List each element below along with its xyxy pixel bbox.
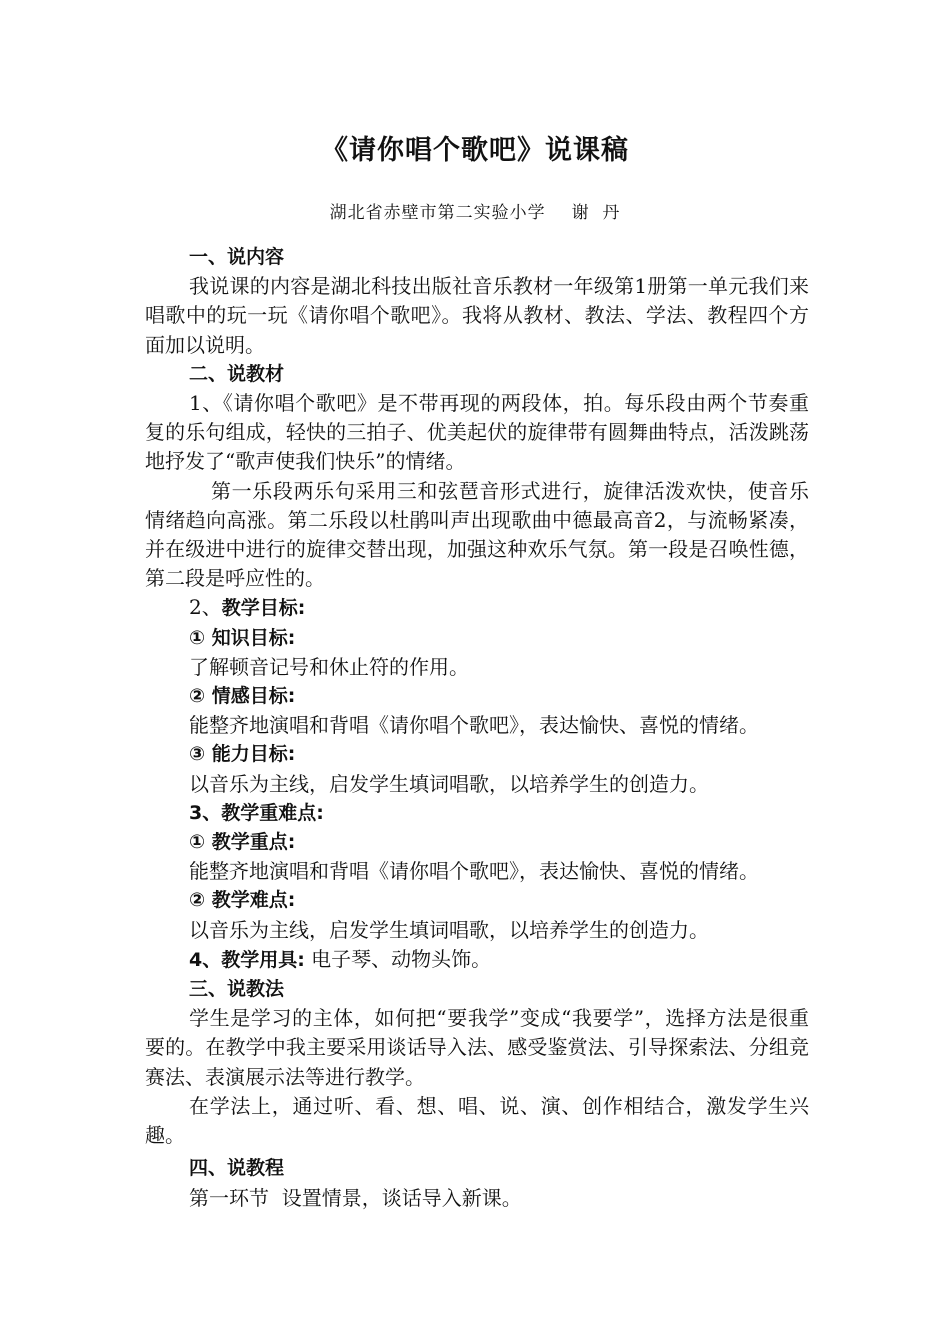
teaching-tools [145,945,809,975]
tools-text: 电子琴、动物头饰。 [304,946,492,971]
knowledge-goal-label: ① 知识目标: [189,626,296,649]
section-heading-method: 三、说教法 [189,978,285,1001]
paragraph-process-1: 第一环节 设置情景，谈话导入新课。 [189,1185,522,1210]
paragraph-material-1: 1、《请你唱个歌吧》是不带再现的两段体，拍。每乐段由两个节奏重复的乐句组成，轻快的三拍子、优美起伏的旋律带有圆舞曲特点，活泼跳荡地抒发了“歌声使我们快乐”的情绪。 [145,391,809,474]
author-school: 湖北省赤壁市第二实验小学 [329,203,546,223]
ability-goal-label: ③ 能力目标: [189,743,296,766]
goals-label: 教学目标: [221,597,306,620]
goals-heading [145,593,809,623]
key-point-text: 能整齐地演唱和背唱《请你唱个歌吧》，表达愉快、喜悦的情绪。 [189,859,759,884]
section-heading-material: 二、说教材 [189,362,285,385]
section-heading-process: 四、说教程 [189,1157,285,1180]
author-line [0,198,950,223]
key-difficult-heading: 3、教学重难点: [189,801,324,824]
tools-label: 4、教学用具: [189,948,305,971]
document-body [145,243,809,1213]
goals-number: 2、 [189,595,222,620]
author-name: 谢 丹 [571,203,621,223]
paragraph-material-2: 第一乐段两乐句采用三和弦琶音形式进行，旋律活泼欢快，使音乐情绪趋向高涨。第二乐段以杜鹃叫声出现歌曲中德最高音2，与流畅紧凑，并在级进中进行的旋律交替出现，加强这种欢乐气氛。第一段是召唤性德，第二段是呼应性的。 [145,478,809,591]
paragraph-method-1: 学生是学习的主体，如何把“要我学”变成“我要学”，选择方法是很重要的。在教学中我主要采用谈话导入法、感受鉴赏法、引导探索法、分组竞赛法、表演展示法等进行教学。 [145,1006,809,1089]
difficult-point-label: ② 教学难点: [189,889,296,912]
emotion-goal-label: ② 情感目标: [189,685,296,708]
knowledge-goal-text: 了解顿音记号和休止符的作用。 [189,654,469,679]
emotion-goal-text: 能整齐地演唱和背唱《请你唱个歌吧》，表达愉快、喜悦的情绪。 [189,713,759,738]
paragraph-method-2: 在学法上，通过听、看、想、唱、说、演、创作相结合，激发学生兴趣。 [145,1093,809,1148]
ability-goal-text: 以音乐为主线，启发学生填词唱歌，以培养学生的创造力。 [189,771,709,796]
document-title: 《请你唱个歌吧》说课稿 [321,135,629,166]
key-point-label: ① 教学重点: [189,831,296,854]
paragraph-content: 我说课的内容是湖北科技出版社音乐教材一年级第1册第一单元我们来唱歌中的玩一玩《请你唱个歌吧》。我将从教材、教法、学法、教程四个方面加以说明。 [145,274,809,357]
difficult-point-text: 以音乐为主线，启发学生填词唱歌，以培养学生的创造力。 [189,917,709,942]
section-heading-content: 一、说内容 [189,246,285,268]
